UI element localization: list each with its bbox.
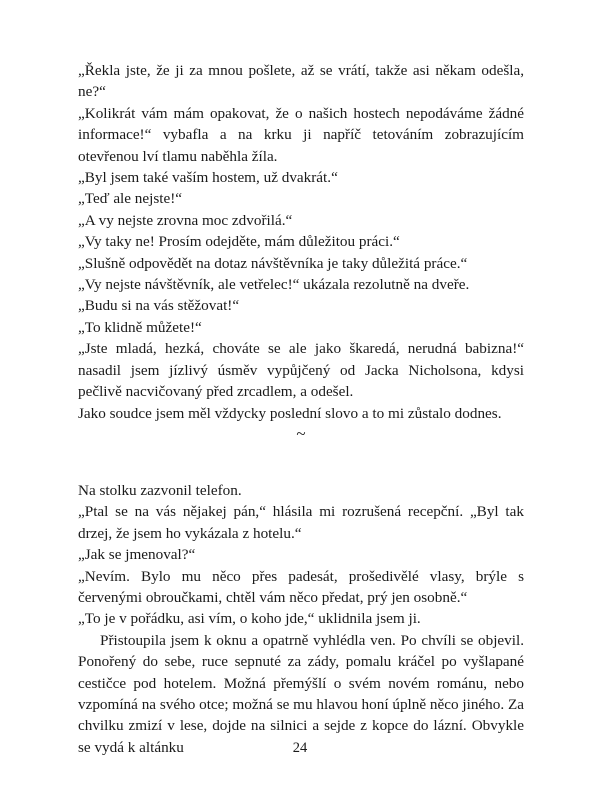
paragraph: „A vy nejste zrovna moc zdvořilá.“ <box>78 211 293 229</box>
paragraph: „Budu si na vás stěžovat!“ <box>78 297 240 315</box>
paragraph: Na stolku zazvonil telefon. <box>78 481 242 499</box>
paragraph: „Vy taky ne! Prosím odejděte, mám důležitou práci.“ <box>78 233 400 251</box>
page-text-body <box>78 60 524 758</box>
section-divider <box>78 424 524 480</box>
paragraph-group-window-scene <box>78 630 524 758</box>
paragraph: „Jste mladá, hezká, chováte se ale jako škaredá, nerudná babizna!“ nasadil jsem jízlivý úsměv vypůjčený od Jacka Nicholsona, kdysi pečlivě nacvičovaný před zrcadlem, a odešel. <box>78 340 524 401</box>
paragraph: Přistoupila jsem k oknu a opatrně vyhlédla ven. Po chvíli se objevil. Ponořený do sebe, ruce sepnuté za zády, pomalu kráčel po vyšlapané cestičce pod hotelem. Možná přemýšlí o svém novém románu, nebo vzpomíná na svého otce; možná se mu hlavou honí úplně něco jiného. Za chvilku zmizí v lese, dojde na silnici a sejde z kopce do lázní. Obvykle se vydá k altánku <box>78 631 524 756</box>
paragraph: „To je v pořádku, asi vím, o koho jde,“ uklidnila jsem ji. <box>78 610 421 628</box>
paragraph-group-dialogue <box>78 60 524 424</box>
paragraph: „Řekla jste, že ji za mnou pošlete, až se vrátí, takže asi někam odešla, ne?“ <box>78 62 524 101</box>
tilde-ornament: ~ <box>296 423 306 443</box>
paragraph: „Vy nejste návštěvník, ale vetřelec!“ ukázala rezolutně na dveře. <box>78 276 470 294</box>
paragraph: „Slušně odpovědět na dotaz návštěvníka je taky důležitá práce.“ <box>78 254 468 272</box>
paragraph: „Kolikrát vám mám opakovat, že o našich hostech nepodáváme žádné informace!“ vybafla a na krku ji napříč tetováním zobrazujícím otevřenou lví tlamu naběhla žíla. <box>78 104 524 165</box>
page-number: 24 <box>292 740 308 756</box>
paragraph: „Byl jsem také vaším hostem, už dvakrát.“ <box>78 169 338 187</box>
paragraph: „Nevím. Bylo mu něco přes padesát, prošedivělé vlasy, brýle s červenými obroučkami, chtěl vám něco předat, prý jen osobně.“ <box>78 567 524 606</box>
paragraph: Jako soudce jsem měl vždycky poslední slovo a to mi zůstalo dodnes. <box>78 404 502 422</box>
paragraph-group-phone-call <box>78 480 524 630</box>
paragraph: „Ptal se na vás nějakej pán,“ hlásila mi rozrušená recepční. „Byl tak drzej, že jsem ho vykázala z hotelu.“ <box>78 503 524 542</box>
paragraph: „Jak se jmenoval?“ <box>78 546 196 564</box>
paragraph: „Teď ale nejste!“ <box>78 190 183 208</box>
paragraph: „To klidně můžete!“ <box>78 318 202 336</box>
